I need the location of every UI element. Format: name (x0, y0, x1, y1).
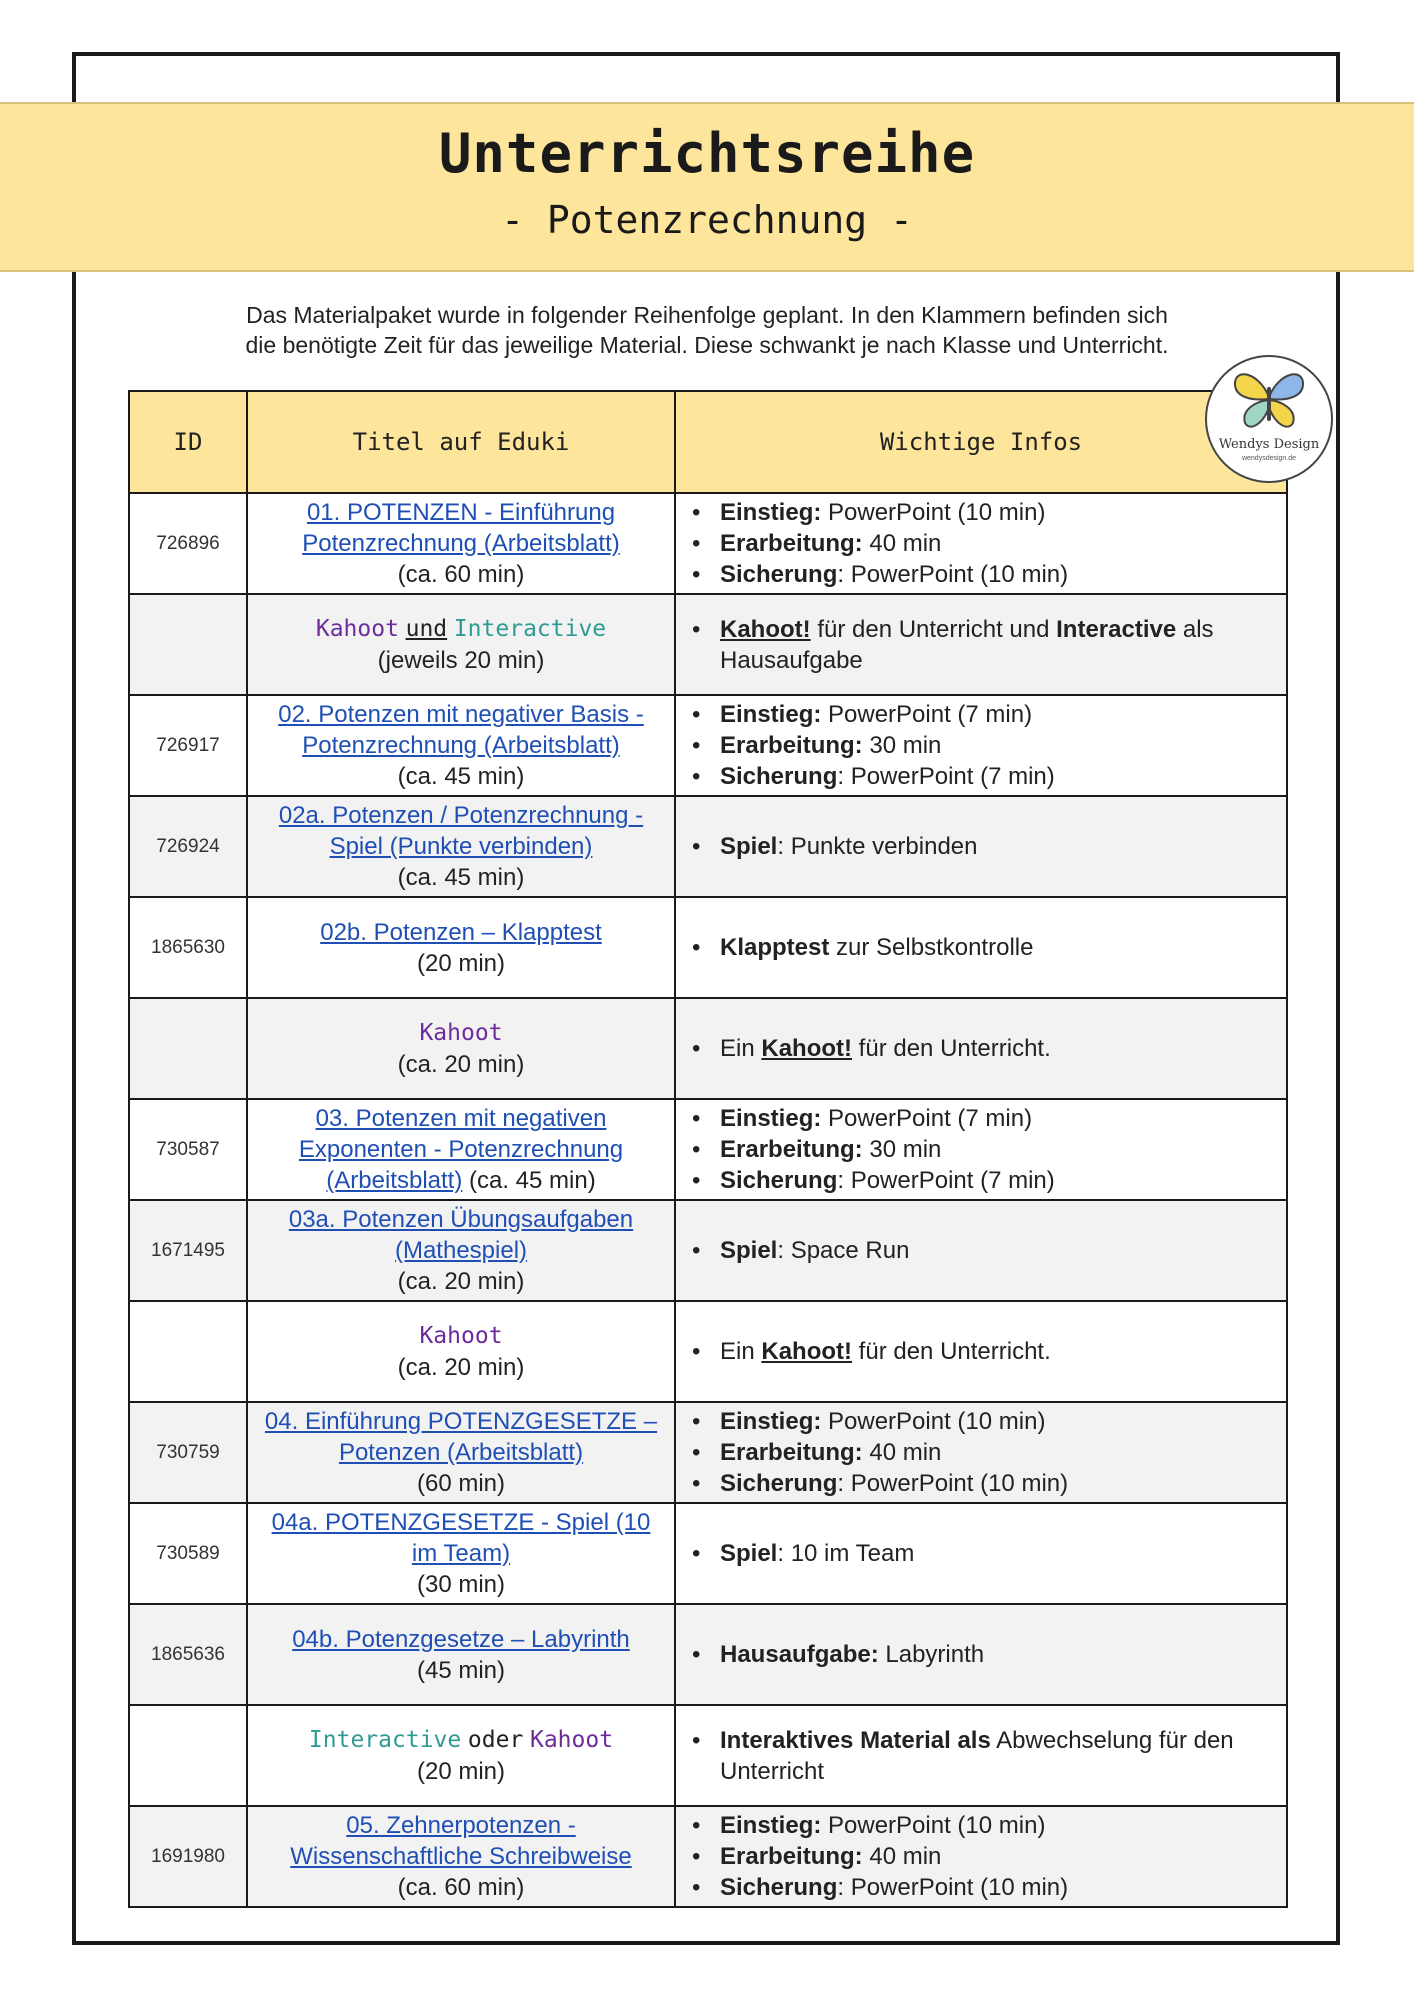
row-info (675, 897, 1287, 998)
table-row (129, 1705, 1287, 1806)
row-id: 1865636 (129, 1604, 247, 1705)
table-row (129, 998, 1287, 1099)
column-header-info: Wichtige Infos (675, 391, 1287, 493)
material-table (128, 390, 1288, 1908)
table-row (129, 695, 1287, 796)
wendys-design-logo (1205, 355, 1333, 483)
row-duration: (jeweils 20 min) (377, 647, 545, 674)
page-subtitle: - Potenzrechnung - (501, 198, 913, 242)
info-bullet: • Sicherung: PowerPoint (10 min) (686, 1468, 1274, 1499)
table-row (129, 1503, 1287, 1604)
interactive-label: Interactive (453, 616, 607, 642)
table-row (129, 1806, 1287, 1907)
row-info (675, 594, 1287, 695)
info-bullet: • Einstieg: PowerPoint (7 min) (686, 1103, 1274, 1134)
row-title (247, 1301, 675, 1402)
row-info (675, 1301, 1287, 1402)
info-bullet: • Ein Kahoot! für den Unterricht. (686, 1336, 1274, 1367)
row-duration: (ca. 20 min) (397, 1354, 525, 1381)
row-duration: (ca. 60 min) (397, 1874, 525, 1901)
material-link[interactable]: 03. Potenzen mit negativen Exponenten - Potenzrechnung (Arbeitsblatt) (298, 1105, 624, 1194)
info-bullet: • Einstieg: PowerPoint (10 min) (686, 1810, 1274, 1841)
info-bullet: • Sicherung: PowerPoint (7 min) (686, 761, 1274, 792)
row-title (247, 1402, 675, 1503)
row-id: 726917 (129, 695, 247, 796)
column-header-id: ID (129, 391, 247, 493)
row-info (675, 1503, 1287, 1604)
row-id: 1671495 (129, 1200, 247, 1301)
material-link[interactable]: 04a. POTENZGESETZE - Spiel (10 im Team) (271, 1509, 651, 1567)
info-bullet: • Spiel: Space Run (686, 1235, 1274, 1266)
material-link[interactable]: 05. Zehnerpotenzen - Wissenschaftliche Schreibweise (290, 1812, 632, 1870)
info-bullet: • Klapptest zur Selbstkontrolle (686, 932, 1274, 963)
material-link[interactable]: 01. POTENZEN - Einführung Potenzrechnung (Arbeitsblatt) (302, 499, 620, 557)
row-id (129, 1705, 247, 1806)
row-duration: (60 min) (416, 1470, 506, 1497)
row-duration: (ca. 45 min) (462, 1167, 596, 1194)
row-id: 726924 (129, 796, 247, 897)
row-title (247, 1604, 675, 1705)
info-bullet: • Spiel: Punkte verbinden (686, 831, 1274, 862)
table-row (129, 1301, 1287, 1402)
table-row (129, 1200, 1287, 1301)
interactive-label: Interactive (308, 1727, 462, 1753)
row-info (675, 1099, 1287, 1200)
row-id (129, 998, 247, 1099)
info-bullet: • Einstieg: PowerPoint (10 min) (686, 497, 1274, 528)
info-bullet: • Spiel: 10 im Team (686, 1538, 1274, 1569)
row-duration: (ca. 60 min) (397, 561, 525, 588)
info-bullet: • Sicherung: PowerPoint (10 min) (686, 559, 1274, 590)
material-link[interactable]: 02b. Potenzen – Klapptest (320, 918, 602, 946)
intro-line: Das Materialpaket wurde in folgender Reihenfolge geplant. In den Klammern befinden sich (246, 302, 1168, 328)
row-title (247, 1200, 675, 1301)
page-title: Unterrichtsreihe (438, 122, 976, 185)
info-bullet: • Erarbeitung: 40 min (686, 1841, 1274, 1872)
conjunction: oder (467, 1727, 524, 1753)
row-duration: (ca. 45 min) (397, 864, 525, 891)
table-row (129, 1402, 1287, 1503)
row-id: 730587 (129, 1099, 247, 1200)
logo-name: Wendys Design (1218, 437, 1320, 452)
row-info (675, 493, 1287, 594)
material-link[interactable]: 04b. Potenzgesetze – Labyrinth (292, 1625, 630, 1653)
kahoot-label: Kahoot (529, 1727, 614, 1753)
row-duration: (30 min) (416, 1571, 506, 1598)
row-duration: (ca. 20 min) (397, 1268, 525, 1295)
table-row (129, 796, 1287, 897)
material-link[interactable]: 03a. Potenzen Übungsaufgaben (Mathespiel) (288, 1206, 634, 1264)
row-info (675, 695, 1287, 796)
table-row (129, 594, 1287, 695)
row-info (675, 998, 1287, 1099)
row-title (247, 1806, 675, 1907)
row-title (247, 695, 675, 796)
info-bullet: • Hausaufgabe: Labyrinth (686, 1639, 1274, 1670)
info-bullet: • Erarbeitung: 30 min (686, 730, 1274, 761)
info-bullet: • Einstieg: PowerPoint (10 min) (686, 1406, 1274, 1437)
kahoot-label: Kahoot (315, 616, 399, 642)
info-bullet: • Erarbeitung: 30 min (686, 1134, 1274, 1165)
row-id (129, 1301, 247, 1402)
row-info (675, 1806, 1287, 1907)
row-info (675, 1200, 1287, 1301)
info-bullet: • Kahoot! für den Unterricht und Interactive als Hausaufgabe (686, 614, 1274, 676)
row-id: 1865630 (129, 897, 247, 998)
row-title (247, 594, 675, 695)
table-row (129, 1604, 1287, 1705)
row-info (675, 796, 1287, 897)
row-duration: (ca. 45 min) (397, 763, 525, 790)
info-bullet: • Sicherung: PowerPoint (7 min) (686, 1165, 1274, 1196)
table-header-row (129, 391, 1287, 493)
row-duration: (ca. 20 min) (397, 1051, 525, 1078)
row-id: 730759 (129, 1402, 247, 1503)
row-info (675, 1402, 1287, 1503)
table-row (129, 897, 1287, 998)
intro-text (150, 300, 1264, 360)
info-bullet: • Ein Kahoot! für den Unterricht. (686, 1033, 1274, 1064)
row-duration: (20 min) (416, 949, 506, 977)
row-duration: (20 min) (416, 1758, 506, 1785)
info-bullet: • Interaktives Material als Abwechselung für den Unterricht (686, 1725, 1274, 1787)
row-title (247, 1503, 675, 1604)
material-link[interactable]: 04. Einführung POTENZGESETZE – Potenzen (Arbeitsblatt) (264, 1408, 658, 1466)
kahoot-label: Kahoot (419, 1020, 503, 1046)
material-link[interactable]: 02a. Potenzen / Potenzrechnung - Spiel (Punkte verbinden) (278, 802, 644, 860)
row-title (247, 897, 675, 998)
row-duration: (45 min) (416, 1656, 506, 1684)
material-link[interactable]: 02. Potenzen mit negativer Basis - Potenzrechnung (Arbeitsblatt) (278, 701, 644, 759)
info-bullet: • Erarbeitung: 40 min (686, 1437, 1274, 1468)
info-bullet: • Sicherung: PowerPoint (10 min) (686, 1872, 1274, 1903)
intro-line: die benötigte Zeit für das jeweilige Material. Diese schwankt je nach Klasse und Unterricht. (245, 332, 1169, 358)
row-id (129, 594, 247, 695)
row-id: 726896 (129, 493, 247, 594)
kahoot-label: Kahoot (419, 1323, 503, 1349)
column-header-title: Titel auf Eduki (247, 391, 675, 493)
butterfly-icon (1229, 367, 1309, 437)
row-title (247, 1705, 675, 1806)
table-row (129, 493, 1287, 594)
info-bullet: • Einstieg: PowerPoint (7 min) (686, 699, 1274, 730)
row-info (675, 1705, 1287, 1806)
row-title (247, 998, 675, 1099)
conjunction: und (405, 616, 448, 642)
row-id: 730589 (129, 1503, 247, 1604)
logo-url: wendysdesign.de (1241, 455, 1297, 462)
info-bullet: • Erarbeitung: 40 min (686, 528, 1274, 559)
row-title (247, 1099, 675, 1200)
row-id: 1691980 (129, 1806, 247, 1907)
row-title (247, 493, 675, 594)
row-info (675, 1604, 1287, 1705)
table-row (129, 1099, 1287, 1200)
row-title (247, 796, 675, 897)
